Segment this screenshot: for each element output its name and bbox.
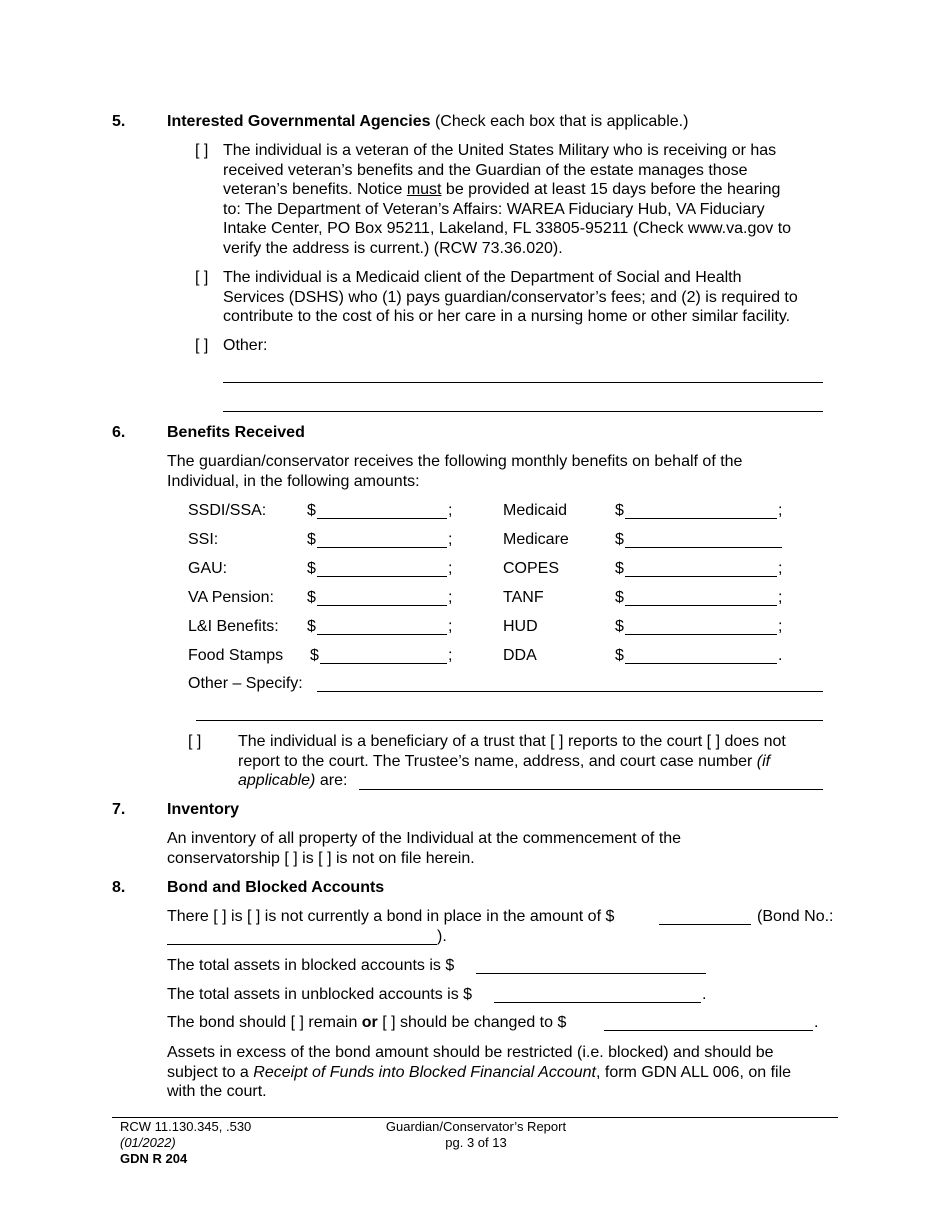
footer-rcw: RCW 11.130.345, .530 [120, 1119, 252, 1134]
veteran-text-must: must [406, 181, 442, 198]
trust-text-2 [238, 752, 770, 772]
bond-change-amount-field[interactable] [604, 1030, 813, 1031]
medicaid-amount-field[interactable] [625, 518, 777, 519]
bond-amount-field[interactable] [659, 924, 751, 925]
trustee-info-field[interactable] [359, 789, 823, 790]
other-specify-label: Other – Specify: [188, 675, 303, 692]
benefit-label: SSDI/SSA: [188, 502, 267, 519]
veteran-text-2: received veteran’s benefits and the Guardian of the estate manages those [223, 161, 748, 179]
trust-text-3 [238, 771, 347, 791]
footer-title: Guardian/Conservator’s Report [385, 1119, 567, 1134]
benefit-label: SSI: [188, 531, 219, 548]
dollar-sign: $ [310, 647, 319, 664]
bond-should-text [167, 1013, 566, 1033]
separator: ; [448, 589, 453, 606]
section-6-number: 6. [112, 424, 126, 441]
hud-amount-field[interactable] [625, 634, 777, 635]
separator: ; [778, 589, 783, 606]
other-specify-field[interactable] [317, 691, 823, 692]
veteran-text-3b: be provided at least 15 days before the hearing [441, 181, 781, 198]
benefit-label: Medicaid [503, 502, 568, 519]
medicaid-text-2: Services (DSHS) who (1) pays guardian/conservator’s fees; and (2) is required to [223, 288, 798, 306]
dollar-sign: $ [615, 618, 624, 635]
footer-rule [112, 1117, 838, 1118]
food-stamps-amount-field[interactable] [320, 663, 447, 664]
section-5-heading-line [167, 112, 688, 132]
veteran-text-6: verify the address is current.) (RCW 73.36.020). [223, 239, 563, 257]
section-5-heading: Interested Governmental Agencies [167, 113, 431, 130]
checkbox-other[interactable]: [ ] [195, 337, 209, 354]
benefit-label: COPES [503, 560, 560, 577]
benefit-label: L&I Benefits: [188, 618, 279, 635]
separator: ; [778, 618, 783, 635]
unblocked-accounts-text: The total assets in unblocked accounts is $ [167, 986, 473, 1003]
veteran-text-4: to: The Department of Veteran’s Affairs: WAREA Fiduciary Hub, VA Fiduciary [223, 200, 765, 218]
medicaid-text-1: The individual is a Medicaid client of the Department of Social and Health [223, 269, 742, 286]
dollar-sign: $ [307, 531, 316, 548]
trust-text-2a: report to the court. The Trustee’s name, address, and court case number [238, 752, 757, 770]
trust-text-3a: applicable) [238, 772, 316, 789]
section-7-number: 7. [112, 801, 126, 818]
blocked-accounts-field[interactable] [476, 973, 706, 974]
trust-text-1: The individual is a beneficiary of a trust that [ ] reports to the court [ ] does not [238, 733, 786, 750]
va-pension-amount-field[interactable] [317, 605, 447, 606]
ssi-amount-field[interactable] [317, 547, 447, 548]
separator: ; [448, 647, 453, 664]
checkbox-trust[interactable]: [ ] [188, 733, 202, 750]
section-6-heading: Benefits Received [167, 424, 305, 441]
excess-text-2b: Receipt of Funds into Blocked Financial Account [253, 1063, 596, 1081]
bond-number-close: ). [437, 928, 447, 945]
dollar-sign: $ [307, 502, 316, 519]
benefit-label: GAU: [188, 560, 228, 577]
dollar-sign: $ [615, 647, 624, 664]
gau-amount-field[interactable] [317, 576, 447, 577]
benefit-label: TANF [503, 589, 544, 606]
unblocked-end: . [702, 986, 707, 1003]
dollar-sign: $ [615, 531, 624, 548]
section-7-heading: Inventory [167, 801, 240, 818]
separator: ; [448, 502, 453, 519]
excess-text-2c: , form GDN ALL 006, on file [595, 1063, 792, 1081]
benefit-label: Medicare [503, 531, 569, 548]
veteran-text-1: The individual is a veteran of the United States Military who is receiving or has [223, 142, 777, 159]
benefit-label: HUD [503, 618, 538, 635]
blocked-accounts-text: The total assets in blocked accounts is $ [167, 957, 455, 974]
section-5-heading-note: (Check each box that is applicable.) [434, 113, 689, 130]
benefit-label: Food Stamps [188, 647, 284, 664]
section-5-number: 5. [112, 113, 126, 130]
bond-number-field[interactable] [167, 944, 437, 945]
benefit-label: DDA [503, 647, 537, 664]
separator: ; [778, 502, 783, 519]
tanf-amount-field[interactable] [625, 605, 777, 606]
bond-should-b: [ ] should be changed to $ [377, 1014, 567, 1031]
bond-text: There [ ] is [ ] is not currently a bond in place in the amount of $ [167, 908, 615, 925]
bond-number-label: (Bond No.: [757, 908, 834, 925]
veteran-text-5: Intake Center, PO Box 95211, Lakeland, FL 33805-95211 (Check www.va.gov to [223, 220, 792, 237]
separator: . [778, 647, 783, 664]
dda-amount-field[interactable] [625, 663, 777, 664]
other-line-1[interactable] [223, 382, 823, 383]
excess-text-2 [167, 1063, 791, 1083]
separator: ; [448, 560, 453, 577]
unblocked-accounts-field[interactable] [494, 1002, 701, 1003]
dollar-sign: $ [307, 560, 316, 577]
benefit-label: VA Pension: [188, 589, 274, 606]
excess-text-1: Assets in excess of the bond amount should be restricted (i.e. blocked) and should be [167, 1044, 774, 1061]
checkbox-veteran[interactable]: [ ] [195, 142, 209, 159]
medicaid-text-3: contribute to the cost of his or her care in a nursing home or other similar facility. [223, 308, 791, 325]
other-specify-line-2[interactable] [196, 720, 823, 721]
trust-text-2b: (if [756, 752, 771, 770]
separator: ; [448, 531, 453, 548]
medicare-amount-field[interactable] [625, 547, 782, 548]
inventory-text-2: conservatorship [ ] is [ ] is not on file herein. [167, 849, 475, 867]
section-8-heading: Bond and Blocked Accounts [167, 879, 385, 896]
li-benefits-amount-field[interactable] [317, 634, 447, 635]
footer-form-number: GDN R 204 [120, 1151, 188, 1166]
bond-should-or: or [361, 1014, 378, 1031]
copes-amount-field[interactable] [625, 576, 777, 577]
other-line-2[interactable] [223, 411, 823, 412]
bond-should-end: . [814, 1014, 819, 1031]
excess-text-2a: subject to a [167, 1063, 254, 1081]
veteran-text-3a: veteran’s benefits. Notice [223, 181, 407, 198]
dollar-sign: $ [307, 618, 316, 635]
separator: ; [448, 618, 453, 635]
ssdi-amount-field[interactable] [317, 518, 447, 519]
inventory-text-1: An inventory of all property of the Individual at the commencement of the [167, 830, 682, 847]
footer-page-number: pg. 3 of 13 [445, 1135, 507, 1150]
dollar-sign: $ [615, 589, 624, 606]
dollar-sign: $ [307, 589, 316, 606]
excess-text-3: with the court. [167, 1083, 267, 1100]
separator: ; [778, 560, 783, 577]
benefits-intro-2: Individual, in the following amounts: [167, 472, 420, 490]
dollar-sign: $ [615, 560, 624, 577]
section-8-number: 8. [112, 879, 126, 896]
veteran-text-3 [223, 180, 780, 200]
checkbox-medicaid[interactable]: [ ] [195, 269, 209, 286]
other-label: Other: [223, 337, 268, 354]
bond-should-a: The bond should [ ] remain [167, 1014, 362, 1031]
trust-text-3b: are: [315, 772, 348, 789]
benefits-intro-1: The guardian/conservator receives the following monthly benefits on behalf of the [167, 453, 743, 470]
dollar-sign: $ [615, 502, 624, 519]
footer-date: (01/2022) [120, 1135, 176, 1150]
